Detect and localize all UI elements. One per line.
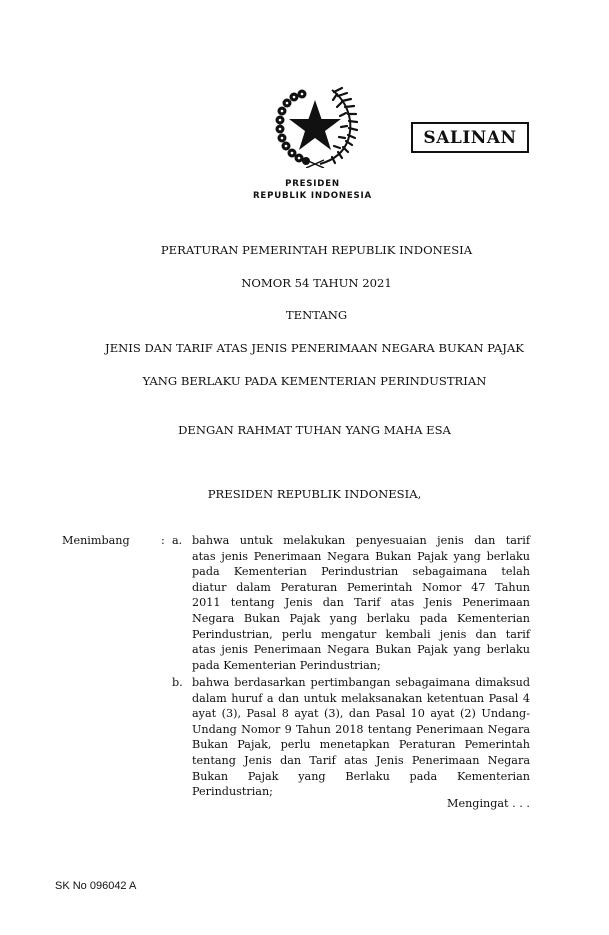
salinan-stamp [411,122,529,153]
considerations-label: Menimbang [62,534,130,547]
text-line: pada Kementerian Perindustrian sebagaimana telah [192,565,530,579]
text-line: 2011 tentang Jenis dan Tarif atas Jenis Penerimaan [192,596,530,610]
page-continuation: Mengingat . . . [447,797,530,810]
regulation-subject-line-2: YANG BERLAKU PADA KEMENTERIAN PERINDUSTRIAN [142,374,487,388]
text-line: Bukan Pajak yang Berlaku pada Kementerian [192,769,530,783]
text-line: Bukan Pajak, perlu menetapkan Peraturan Pemerintah [192,738,530,752]
text-line: Perindustrian, perlu mengatur kembali jenis dan tarif [192,627,530,641]
regulation-number: NOMOR 54 TAHUN 2021 [241,276,392,290]
text-line: atas jenis Penerimaan Negara Bukan Pajak yang berlaku [192,549,530,563]
considerations-separator: : [161,534,165,547]
text-line: ayat (3), Pasal 8 ayat (3), dan Pasal 10 ayat (2) Undang- [192,707,530,721]
text-line: Undang Nomor 9 Tahun 2018 tentang Penerimaan Negara [192,722,530,736]
consideration-marker-b: b. [172,676,183,689]
text-line: diatur dalam Peraturan Pemerintah Nomor 47 Tahun [192,580,530,594]
text-line: Negara Bukan Pajak yang berlaku pada Kementerian [192,611,530,625]
garuda-emblem-icon [272,86,358,168]
consideration-item-a [192,533,530,673]
regulation-subject-line-1: JENIS DAN TARIF ATAS JENIS PENERIMAAN NEGARA BUKAN PAJAK [105,341,524,355]
issuer-country: REPUBLIK INDONESIA [253,191,372,201]
consideration-item-b [192,675,530,800]
regulation-type: PERATURAN PEMERINTAH REPUBLIK INDONESIA [160,243,473,257]
document-serial-code: SK No 096042 A [55,880,137,892]
text-line: atas jenis Penerimaan Negara Bukan Pajak yang berlaku [192,643,530,657]
text-line: tentang Jenis dan Tarif atas Jenis Penerimaan Negara [192,753,530,767]
issuer-title: PRESIDEN [285,179,340,189]
regulation-about: TENTANG [285,308,348,322]
text-line: bahwa untuk melakukan penyesuaian jenis dan tarif [192,534,530,547]
preamble-blessing: DENGAN RAHMAT TUHAN YANG MAHA ESA [178,423,451,437]
salinan-label: SALINAN [423,127,517,148]
text-line: dalam huruf a dan untuk melaksanakan ketentuan Pasal 4 [192,691,530,705]
consideration-marker-a: a. [172,534,183,547]
text-line: Perindustrian; [192,785,273,799]
text-line: pada Kementerian Perindustrian; [192,658,381,672]
text-line: bahwa berdasarkan pertimbangan sebagaimana dimaksud [192,676,530,689]
preamble-president: PRESIDEN REPUBLIK INDONESIA, [207,487,422,501]
